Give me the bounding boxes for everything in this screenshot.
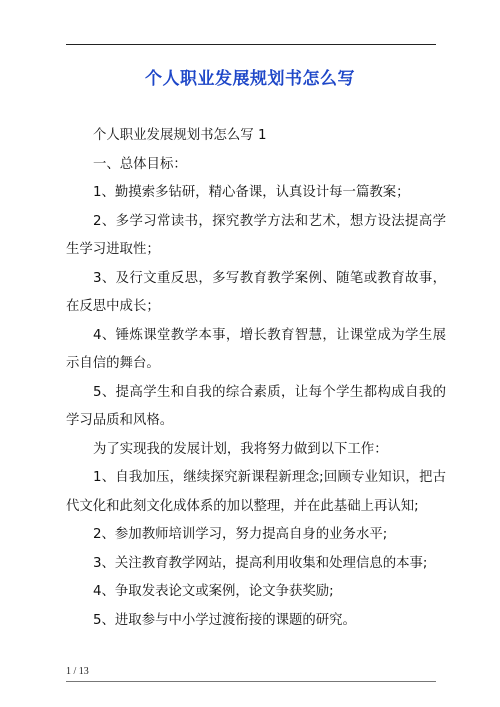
paragraph-goal-3: 3、及行文重反思，多写教育教学案例、随笔或教育故事，在反思中成长； bbox=[66, 270, 446, 314]
paragraph-goal-2: 2、多学习常读书，探究教学方法和艺术，想方设法提高学生学习进取性； bbox=[66, 213, 446, 257]
document-body bbox=[66, 122, 446, 635]
paragraph-work-2: 2、参加教师培训学习，努力提高自身的业务水平; bbox=[93, 527, 388, 542]
paragraph-goal-4: 4、锤炼课堂教学本事，增长教育智慧，让课堂成为学生展示自信的舞台。 bbox=[66, 327, 446, 371]
paragraph-heading: 个人职业发展规划书怎么写 1 bbox=[93, 128, 267, 143]
document-title: 个人职业发展规划书怎么写 bbox=[145, 69, 355, 89]
paragraph-work-1: 1、自我加压，继续探究新课程新理念;回顾专业知识，把古代文化和此刻文化成体系的加以整理，并在此基础上再认知; bbox=[66, 470, 446, 514]
paragraph-work-intro: 为了实现我的发展计划，我将努力做到以下工作： bbox=[93, 441, 388, 457]
paragraph-goal-1: 1、勤摸索多钻研，精心备课，认真设计每一篇教案； bbox=[93, 185, 410, 200]
paragraph-goal-5: 5、提高学生和自我的综合素质，让每个学生都构成自我的学习品质和风格。 bbox=[66, 384, 446, 428]
page-indicator: 1 / 13 bbox=[66, 666, 89, 677]
header-rule bbox=[66, 44, 436, 45]
paragraph-work-4: 4、争取发表论文或案例，论文争获奖励; bbox=[93, 584, 334, 599]
paragraph-work-5: 5、进取参与中小学过渡衔接的课题的研究。 bbox=[93, 612, 356, 628]
paragraph-work-3: 3、关注教育教学网站，提高利用收集和处理信息的本事; bbox=[93, 555, 428, 571]
paragraph-goal-heading: 一、总体目标： bbox=[93, 156, 187, 172]
footer-rule bbox=[66, 681, 436, 682]
